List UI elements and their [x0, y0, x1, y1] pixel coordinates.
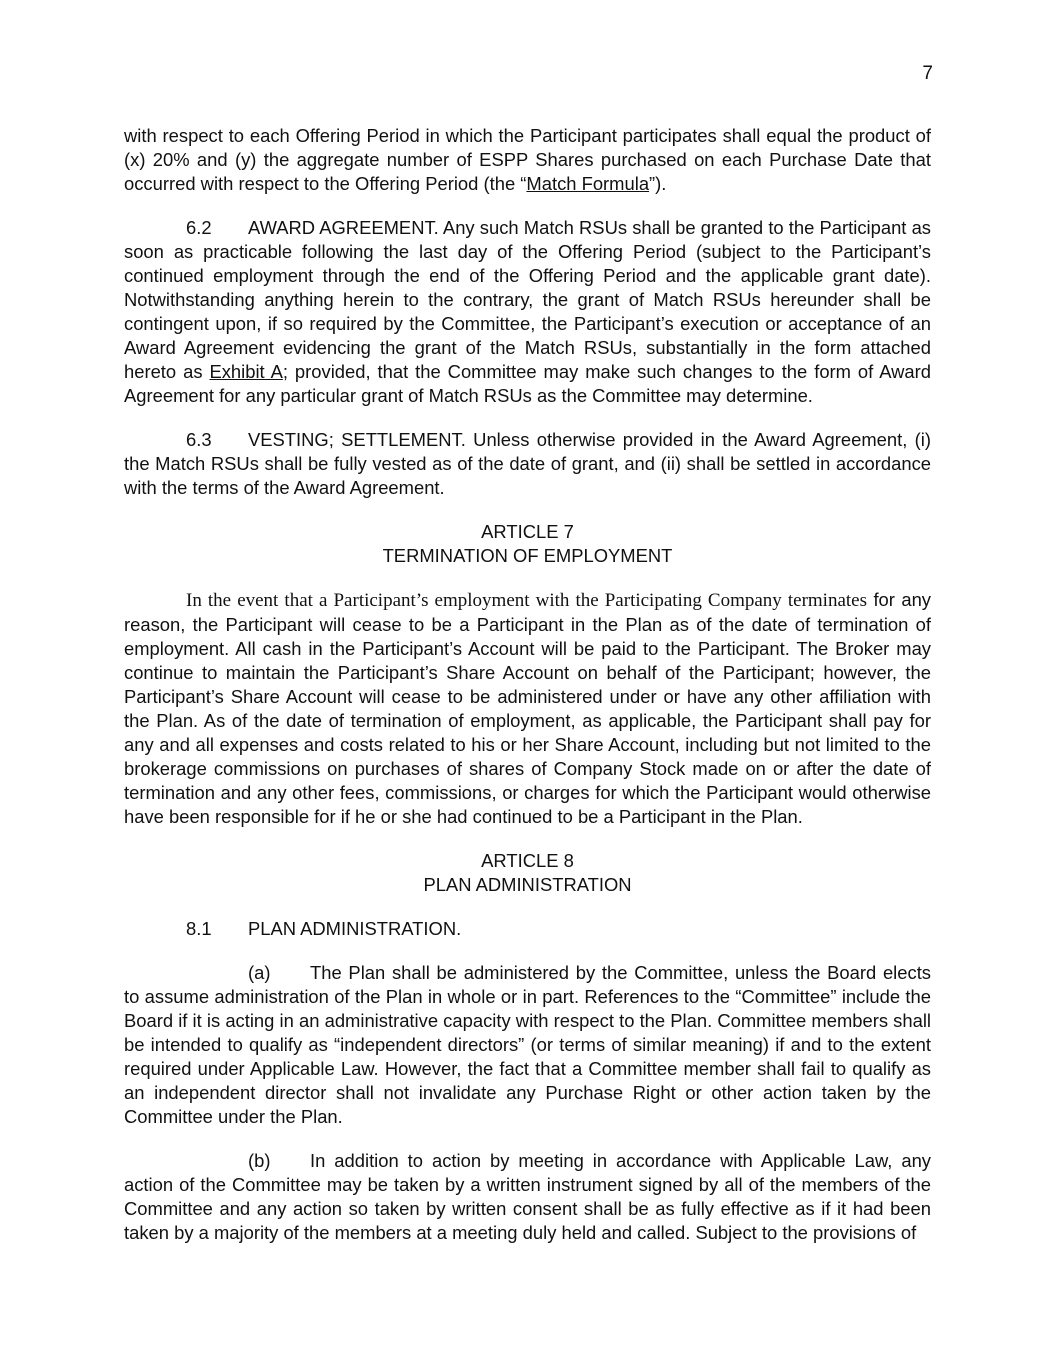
paragraph-text: for any reason, the Participant will cease to be a Participant in the Plan as of the date of termination of employment. All cash in the Participant’s Account will be paid to the Participant. The Broker may continue to maintain the Participant’s Share Account on behalf of the Participant; however, the Participant’s Share Account will cease to be administered under or have any other affiliation with the Plan. As of the date of termination of employment, as applicable, the Participant shall pay for any and all expenses and costs related to his or her Share Account, including but not limited to the brokerage commissions on purchases of shares of Company Stock made on or after the date of termination and any other fees, commissions, or charges for which the Participant would otherwise have been responsible for if he or she had continued to be a Participant in the Plan. [124, 589, 931, 827]
section-6-2 [124, 216, 931, 408]
subsection-8-1-a [124, 961, 931, 1129]
section-number: 6.3 [186, 429, 212, 450]
paragraph-match-formula [124, 124, 931, 196]
paragraph-text: with respect to each Offering Period in which the Participant participates shall equal the product of (x) 20% and (y) the aggregate number of ESPP Shares purchased on each Purchase Date that occurred with respect to the Offering Period (the “ [124, 125, 931, 194]
section-text: Any such Match RSUs shall be granted to the Participant as soon as practicable following the last day of the Offering Period (subject to the Participant’s continued employment through the end of the Offering Period and the applicable grant date). Notwithstanding anything herein to the contrary, the grant of Match RSUs hereunder shall be contingent upon, if so required by the Committee, the Participant’s execution or acceptance of an Award Agreement evidencing the grant of the Match RSUs, substantially in the form attached hereto as [124, 217, 931, 382]
subsection-text: The Plan shall be administered by the Committee, unless the Board elects to assume administration of the Plan in whole or in part. References to the “Committee” include the Board if it is acting in an administrative capacity with respect to the Plan. Committee members shall be intended to qualify as “independent directors” (or terms of similar meaning) if and to the extent required under Applicable Law. However, the fact that a Committee member shall fail to qualify as an independent director shall not invalidate any Purchase Right or other action taken by the Committee under the Plan. [124, 962, 931, 1127]
article-title: PLAN ADMINISTRATION [423, 874, 632, 895]
paragraph-text-end: ”). [649, 173, 667, 194]
section-heading: PLAN ADMINISTRATION. [248, 918, 462, 939]
defined-term-match-formula: Match Formula [526, 173, 650, 194]
section-number: 6.2 [186, 217, 212, 238]
article-7-text [124, 588, 931, 829]
subsection-label: (b) [248, 1150, 271, 1171]
section-6-3 [124, 428, 931, 500]
article-label: ARTICLE 8 [481, 850, 574, 871]
page-number: 7 [922, 63, 933, 84]
section-number: 8.1 [186, 918, 212, 939]
article-label: ARTICLE 7 [481, 521, 574, 542]
section-heading: AWARD AGREEMENT. [248, 217, 439, 238]
section-heading: VESTING; SETTLEMENT. [248, 429, 466, 450]
subsection-label: (a) [248, 962, 271, 983]
section-8-1 [124, 917, 931, 941]
article-title: TERMINATION OF EMPLOYMENT [382, 545, 673, 566]
subsection-text: In addition to action by meeting in accordance with Applicable Law, any action of the Committee may be taken by a written instrument signed by all of the members of the Committee and any action so taken by written consent shall be as fully effective as if it had been taken by a majority of the members at a meeting duly held and called. Subject to the provisions of [124, 1150, 931, 1243]
document-body [124, 124, 931, 1265]
article-8-heading [124, 849, 931, 897]
exhibit-reference: Exhibit A [209, 361, 283, 382]
subsection-8-1-b [124, 1149, 931, 1245]
section-text: Unless otherwise provided in the Award Agreement, (i) the Match RSUs shall be fully vested as of the date of grant, and (ii) shall be settled in accordance with the terms of the Award Agreement. [124, 429, 931, 498]
article-7-heading [124, 520, 931, 568]
paragraph-text-serif: In the event that a Participant’s employment with the Participating Company terminates [186, 590, 868, 611]
section-text-end: ; provided, that the Committee may make such changes to the form of Award Agreement for any particular grant of Match RSUs as the Committee may determine. [124, 361, 931, 406]
